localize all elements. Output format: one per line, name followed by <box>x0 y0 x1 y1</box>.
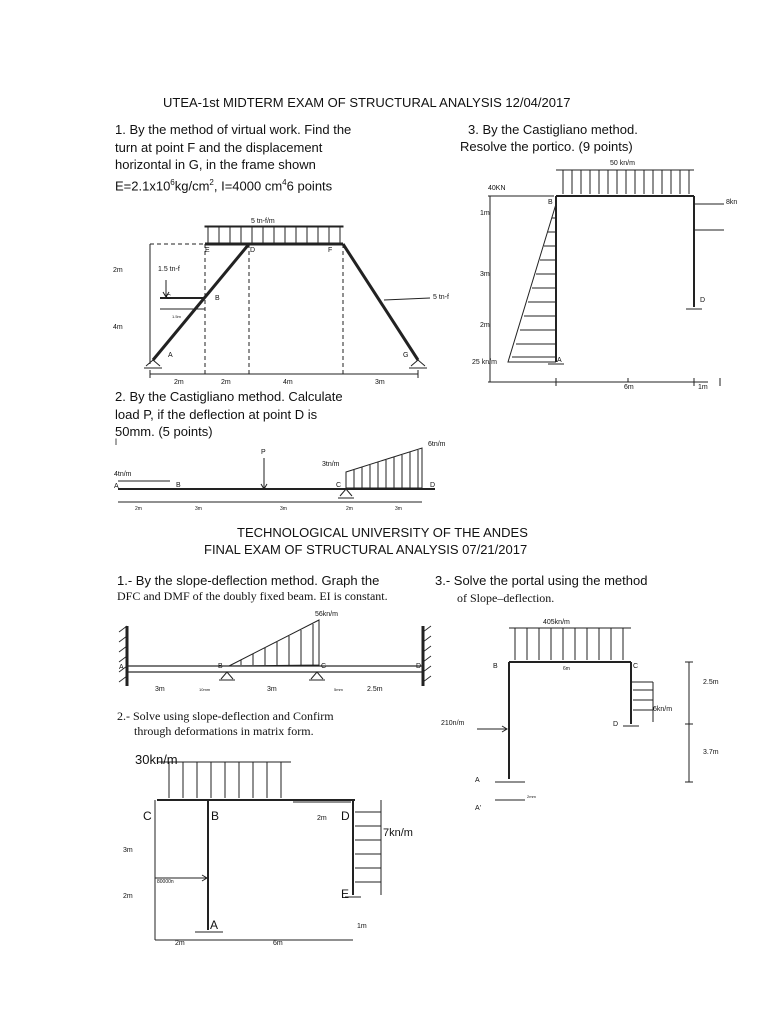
exam2-title1: TECHNOLOGICAL UNIVERSITY OF THE ANDES <box>237 525 528 540</box>
fig1-label-g: G <box>403 352 409 359</box>
fig2-d4: 2m <box>346 506 353 512</box>
fig5-label-a2: A' <box>475 805 482 812</box>
fig5-load-left: 210n/m <box>441 720 465 727</box>
fig1-h1: 2m <box>113 267 123 274</box>
fig6-load-right: 7kn/m <box>383 827 413 839</box>
fig4-label-b: B <box>218 663 223 670</box>
fig5-label-b: B <box>493 663 498 670</box>
figure-portico <box>468 152 748 392</box>
fig2-w3: 6tn/m <box>428 441 446 448</box>
fig3-label-b: B <box>548 199 553 206</box>
fig4-s3: 2.5m <box>367 686 383 693</box>
fig2-d1: 2m <box>135 506 142 512</box>
fig3-label-d: D <box>700 297 706 304</box>
exam2-title2: FINAL EXAM OF STRUCTURAL ANALYSIS 07/21/2017 <box>204 542 528 557</box>
fig2-label-d: D <box>430 482 436 489</box>
fig2-w1: 4tn/m <box>114 471 132 478</box>
figure-beam-castigliano <box>110 436 455 514</box>
fig4-label-c: C <box>321 663 327 670</box>
fig6-s3: 2m <box>317 815 327 822</box>
fig1-label-d: D <box>250 247 256 254</box>
fig6-s2: 6m <box>273 940 283 947</box>
fig3-load-b: 40KN <box>488 185 506 192</box>
fig1-span1: 2m <box>174 379 184 386</box>
fig5-label-c: C <box>633 663 639 670</box>
q1-line2: turn at point F and the displacement <box>115 139 323 155</box>
fig3-load-top: 50 kn/m <box>610 160 635 167</box>
e2q2-line1: 2.- Solve using slope-deflection and Confirm <box>117 709 334 723</box>
fig3-load-base: 25 kn/m <box>472 359 497 366</box>
fig6-h2: 2m <box>123 893 133 900</box>
fig3-h1: 1m <box>480 210 490 217</box>
fig2-label-c: C <box>336 482 342 489</box>
fig5-load-top: 405kn/m <box>543 619 570 626</box>
e2q3-line1: 3.- Solve the portal using the method <box>435 573 648 588</box>
fig1-label-a: A <box>168 352 173 359</box>
fig4-s1: 3m <box>155 686 165 693</box>
q1-line4: $E=2.1x10^6kg/cm^2$, I=4000 $cm^46$ points <box>115 177 333 193</box>
q2-marker: l <box>115 437 117 447</box>
fig6-h1: 3m <box>123 847 133 854</box>
q2-text <box>115 388 343 441</box>
fig6-load-top: 30kn/m <box>135 752 178 767</box>
fig4-label-d: D <box>416 663 422 670</box>
exam1-title: UTEA-1st MIDTERM EXAM OF STRUCTURAL ANALYSIS 12/04/2017 <box>163 95 571 110</box>
fig6-label-e: E <box>341 887 350 901</box>
fig3-h2: 3m <box>480 271 490 278</box>
q2-line3: 50mm. (5 points) <box>115 424 213 439</box>
fig1-load-c: 1.5 tn-f <box>158 266 180 273</box>
fig4-set2: 5mm <box>334 687 343 692</box>
e2q1-line2: DFC and DMF of the doubly fixed beam. EI is constant. <box>117 589 388 603</box>
fig5-label-d: D <box>613 721 619 728</box>
fig1-span4: 3m <box>375 379 385 386</box>
fig1-span3: 4m <box>283 379 293 386</box>
fig5-load-right: 6kn/m <box>653 706 673 713</box>
q1-text <box>115 121 351 194</box>
q3-line2: Resolve the portico. (9 points) <box>460 139 633 154</box>
fig5-h2: 3.7m <box>703 749 719 756</box>
fig5-h1: 2.5m <box>703 679 719 686</box>
q2-line2: load P, if the deflection at point D is <box>115 406 318 422</box>
fig1-label-c: C <box>166 294 172 301</box>
fig4-load: 56kn/m <box>315 611 338 618</box>
fig6-s1: 2m <box>175 940 185 947</box>
figure-trapezoid-frame <box>108 214 449 386</box>
figure-portal-slope-deflection <box>435 614 735 814</box>
fig4-s2: 3m <box>267 686 277 693</box>
fig1-h2: 4m <box>113 324 123 331</box>
e2q2-line2: through deformations in matrix form. <box>134 724 314 738</box>
fig6-label-a: A <box>210 918 219 932</box>
fig1-small: 1.5m <box>172 314 181 319</box>
fig3-load-right: 8kn <box>726 199 738 206</box>
fig3-s2: 1m <box>698 384 708 391</box>
fig3-label-a: A <box>557 357 562 364</box>
fig1-label-b: B <box>215 295 220 302</box>
fig5-label-a: A <box>475 777 480 784</box>
fig6-label-c: C <box>143 809 152 823</box>
fig6-label-b: B <box>211 809 220 823</box>
fig2-d3: 3m <box>280 506 287 512</box>
fig2-d5: 3m <box>395 506 402 512</box>
fig5-span: 6m <box>563 666 570 672</box>
fig6-h3: 1m <box>357 923 367 930</box>
fig1-span2: 2m <box>221 379 231 386</box>
q3-line1: 3. By the Castigliano method. <box>468 122 638 137</box>
fig1-label-f: F <box>328 247 333 254</box>
figure-fixed-beam <box>115 606 435 696</box>
fig2-w2: 3tn/m <box>322 461 340 468</box>
figure-frame-slope-deflection <box>115 740 413 948</box>
fig2-label-a: A <box>114 483 119 490</box>
fig4-set1: 10mm <box>199 687 211 692</box>
fig2-label-b: B <box>176 482 181 489</box>
q1-line1: 1. By the method of virtual work. Find the <box>115 122 352 137</box>
fig2-d2: 3m <box>195 506 202 512</box>
fig5-set: 2mm <box>527 794 536 799</box>
fig1-label-e: E <box>205 247 210 254</box>
fig6-load-left: 80000n <box>157 879 174 885</box>
fig3-s1: 6m <box>624 384 634 391</box>
fig2-p: P <box>261 449 266 456</box>
q1-line3: horizontal in G, in the frame shown <box>115 157 316 172</box>
e2q1-line1: 1.- By the slope-deflection method. Graph the <box>117 573 380 588</box>
fig3-h3: 2m <box>480 322 490 329</box>
fig6-label-d: D <box>341 809 350 823</box>
fig1-load-top: 5 tn-f/m <box>251 218 275 225</box>
e2q3-line2: of Slope–deflection. <box>457 591 555 605</box>
fig4-label-a: A <box>119 664 124 671</box>
q2-line1: 2. By the Castigliano method. Calculate <box>115 389 343 404</box>
fig1-load-right: 5 tn-f <box>433 294 449 301</box>
